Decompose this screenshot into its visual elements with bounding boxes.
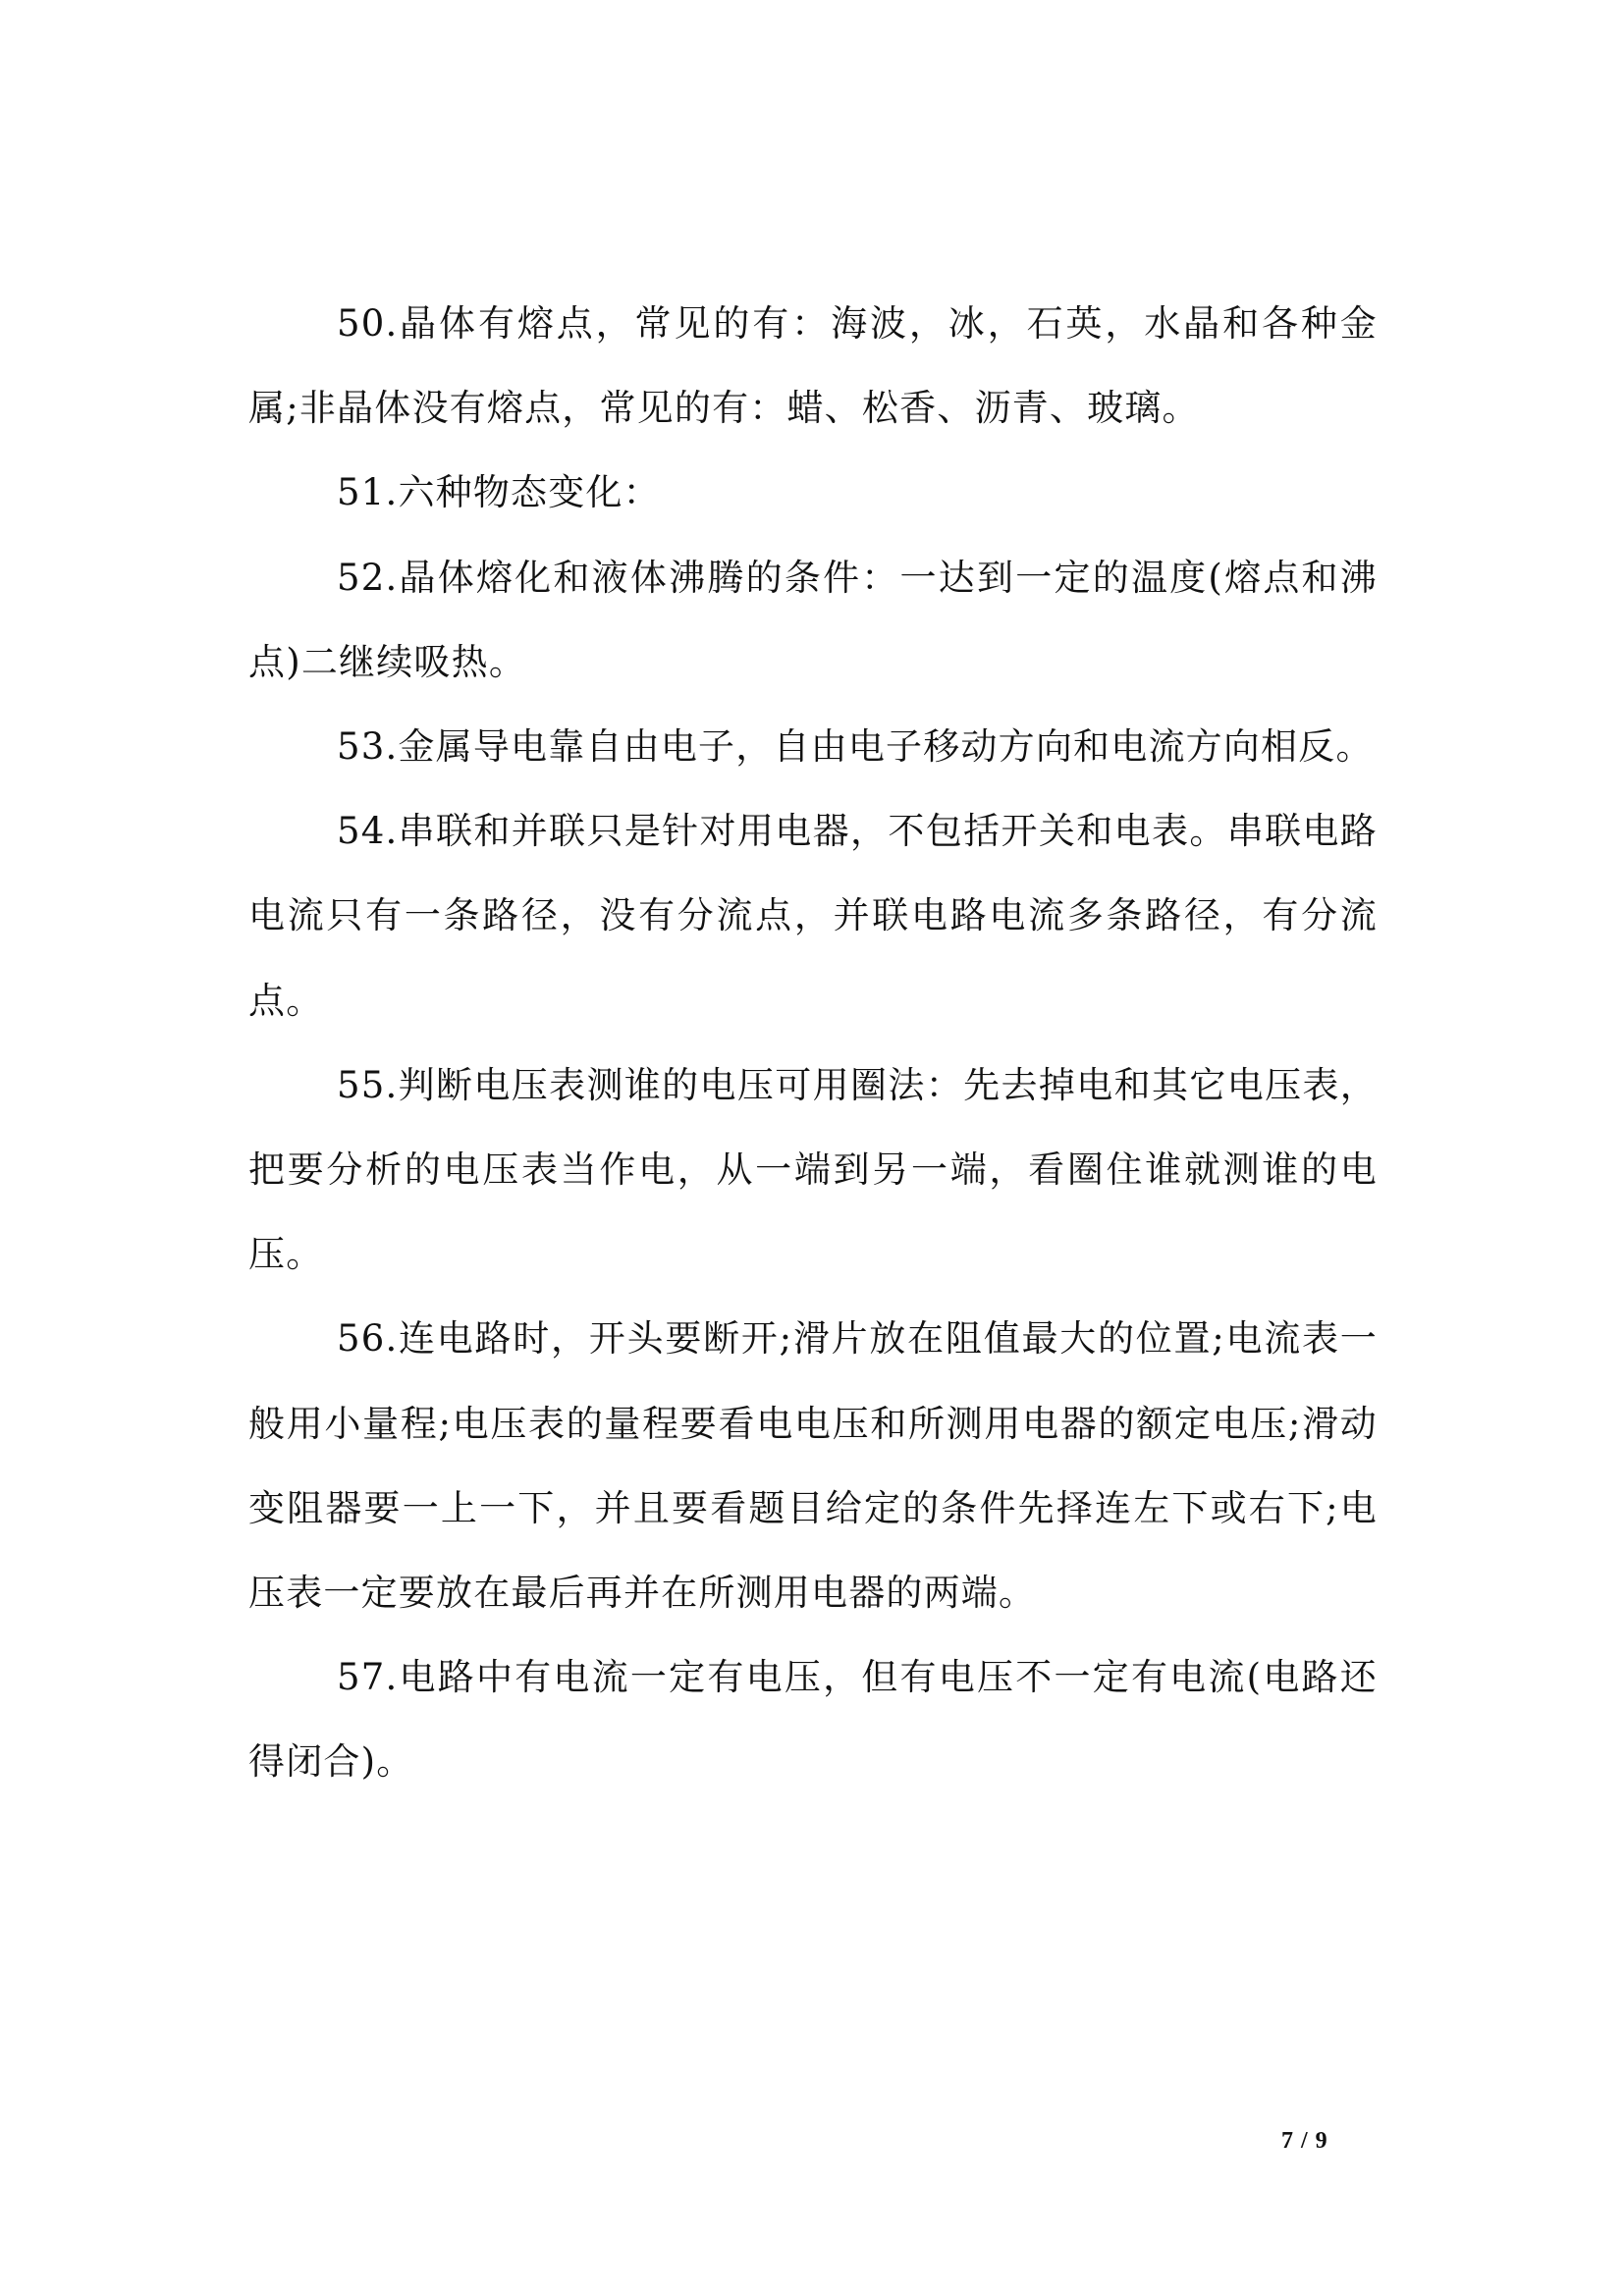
paragraph-55: 55.判断电压表测谁的电压可用圈法：先去掉电和其它电压表，把要分析的电压表当作电，从一端到另一端，看圈住谁就测谁的电压。 xyxy=(248,1063,1378,1276)
paragraph-57: 57.电路中有电流一定有电压，但有电压不一定有电流(电路还得闭合)。 xyxy=(248,1656,1378,1784)
paragraph-52: 52.晶体熔化和液体沸腾的条件：一达到一定的温度(熔点和沸点)二继续吸热。 xyxy=(248,556,1378,683)
paragraph-54: 54.串联和并联只是针对用电器，不包括开关和电表。串联电路电流只有一条路径，没有分流点，并联电路电流多条路径，有分流点。 xyxy=(248,810,1378,1022)
paragraph-56: 56.连电路时，开头要断开;滑片放在阻值最大的位置;电流表一般用小量程;电压表的量程要看电电压和所测用电器的额定电压;滑动变阻器要一上一下，并且要看题目给定的条件先择连左下或右下;电压表一定要放在最后再并在所测用电器的两端。 xyxy=(248,1317,1378,1615)
paragraph-50: 50.晶体有熔点，常见的有：海波，冰，石英，水晶和各种金属;非晶体没有熔点，常见的有：蜡、松香、沥青、玻璃。 xyxy=(248,302,1378,430)
paragraph-51: 51.六种物态变化： xyxy=(337,471,661,514)
page-number: 7 / 9 xyxy=(1281,2128,1328,2154)
paragraph-53: 53.金属导电靠自由电子，自由电子移动方向和电流方向相反。 xyxy=(337,725,1374,769)
document-body xyxy=(248,282,1378,1805)
